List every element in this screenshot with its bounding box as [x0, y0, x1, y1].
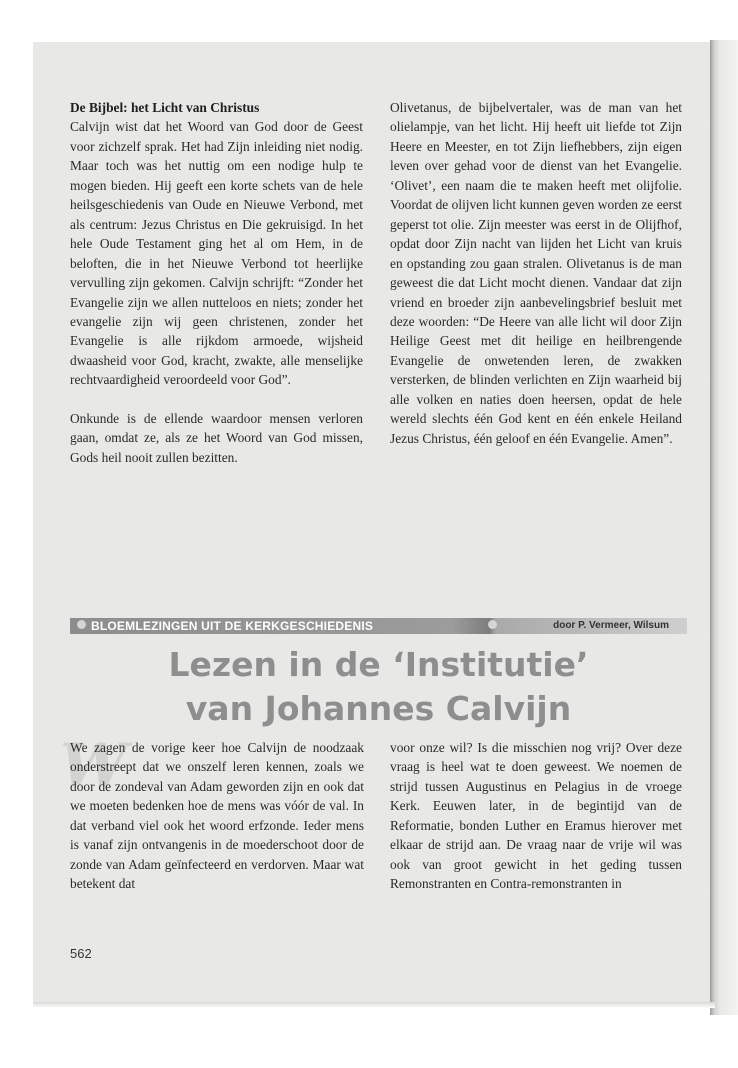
- drop-cap: W: [60, 731, 112, 801]
- title-line: van Johannes Calvijn: [185, 689, 572, 728]
- page-shadow: [33, 1002, 715, 1008]
- page-number: 562: [70, 946, 92, 961]
- paragraph: Olivetanus, de bijbelvertaler, was de man van het olielampje, van het licht. Hij heeft uit liefde tot Zijn Heere en Meester, en tot Zijn liefhebbers, zijn eigen leven over gehad voor de dienst van het Evangelie. ‘Olivet’, een naam die te maken heeft met olijfolie. Voordat de olijven licht kunnen geven worden ze eerst geperst tot olie. Zijn meester was eerst in de Olijfhof, opdat door Zijn nacht van lijden het Licht van kruis en opstanding zou gaan stralen. Olivetanus is de man geweest die dat Licht mocht dienen. Vandaar dat zijn vriend en broeder zijn aanbevelingsbrief besluit met deze woorden: “De Heere van alle licht wil door Zijn Heilige Geest met dit heilige en heilbrengende Evangelie de onwetenden leren, de zwakken versterken, de blinden verlichten en Zijn waarheid bij alle volken en naties doen heersen, opdat de hele wereld slechts één God kent en één enkele Heiland Jezus Christus, één geloof en één Evangelie. Amen”.: [390, 100, 682, 446]
- page-edge: [710, 40, 738, 1015]
- paragraph: Calvijn wist dat het Woord van God door de Geest voor zichzelf sprak. Het had Zijn inleiding niet nodig. Maar toch was het nuttig om een nodige hulp te mogen bieden. Hij geeft een korte schets van de hele heilsgeschiedenis van Oude en Nieuwe Verbond, met als centrum: Jezus Christus en Die gekruisigd. In het hele Oude Testament ging het al om Hem, in de beloften, die in het Nieuwe Verbond tot heerlijke vervulling zijn gekomen. Calvijn schrijft: “Zonder het Evangelie zijn we allen nutteloos en niets; zonder het evangelie zijn wij geen christenen, zonder het Evangelie is alle rijkdom armoede, wijsheid dwaasheid voor God, kracht, zwakte, alle menselijke rechtvaardigheid veroordeeld voor God”.: [70, 119, 363, 388]
- bottom-left-column: [70, 738, 364, 894]
- banner-section-title: BLOEMLEZINGEN UIT DE KERKGESCHIEDENIS: [91, 619, 374, 633]
- article-title: [70, 643, 687, 731]
- section-heading: De Bijbel: het Licht van Christus: [70, 100, 260, 115]
- paragraph: We zagen de vorige keer hoe Calvijn de noodzaak onderstreept dat we onszelf leren kennen, zoals we door de zondeval van Adam geworden zijn en ook dat we moeten bedenken hoe de mens was vóór de val. In dat verband viel ook het woord erfzonde. Ieder mens is vanaf zijn ontvangenis in de moederschoot door de zonde van Adam geïnfecteerd en verdorven. Maar wat betekent dat: [70, 740, 364, 892]
- banner-author: door P. Vermeer, Wilsum: [553, 620, 669, 631]
- section-banner: [70, 618, 687, 634]
- bullet-icon: [488, 620, 497, 629]
- top-right-column: [390, 98, 682, 448]
- bullet-icon: [77, 620, 86, 629]
- paragraph: Onkunde is de ellende waardoor mensen verloren gaan, omdat ze, als ze het Woord van God missen, Gods heil nooit zullen bezitten.: [70, 410, 363, 465]
- top-left-column: [70, 98, 363, 467]
- title-line: Lezen in de ‘Institutie’: [168, 645, 589, 684]
- paragraph: voor onze wil? Is die misschien nog vrij? Over deze vraag is heel wat te doen geweest. We noemen de strijd tussen Augustinus en Pelagius in de vroege Kerk. Eeuwen later, in de begintijd van de Reformatie, bonden Luther en Eramus hierover met elkaar de strijd aan. De vraag naar de vrije wil was ook van groot gewicht in het geding tussen Remonstranten en Contra-remonstranten in: [390, 740, 682, 892]
- bottom-right-column: [390, 738, 682, 894]
